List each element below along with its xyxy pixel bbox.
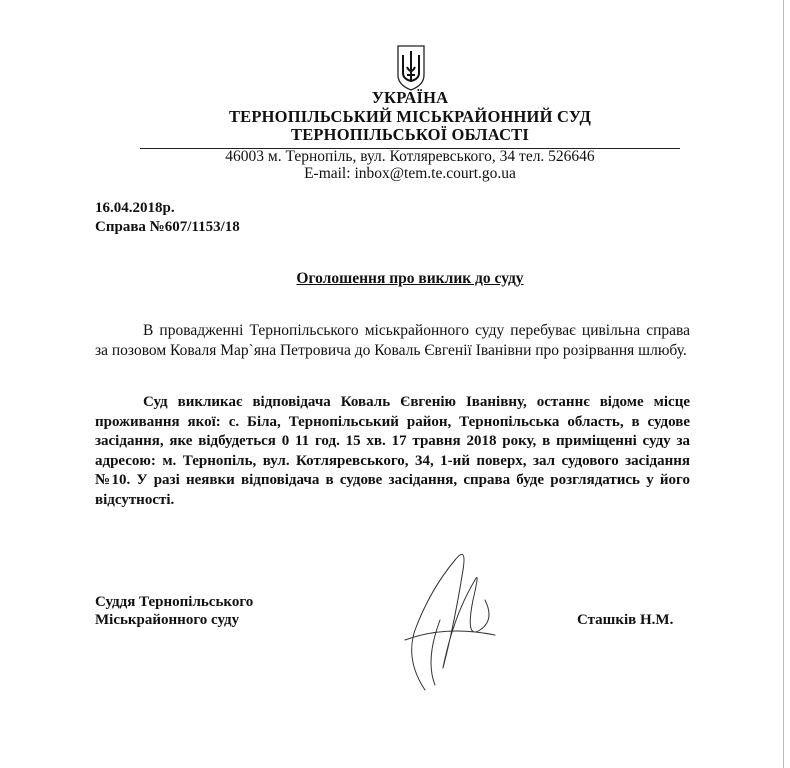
paragraph-summons: Суд викликає відповідача Коваль Євгенію Іванівну, останнє відоме місце проживання якої: с. Біла, Тернопільський район, Тернопільська область, в судове засідання, яке відбудеться 0 11 год. 15 хв. 17 травня 2018 року, в приміщенні суду за адресою: м. Тернопіль, вул. Котляревського, 34, 1-ий поверх, зал судового засідання №10. У разі неявки відповідача в судове засідання, справа буде розглядатись у його відсутності. [95, 394, 690, 508]
court-email-line [0, 165, 790, 183]
paragraph-case-info: В провадженні Тернопільського міськрайонного суду перебуває цивільна справа за позовом Коваля Мар`яна Петровича до Коваль Євгенії Іванівни про розірвання шлюбу. [95, 322, 690, 359]
judge-position-line2: Міськрайонного суду [95, 612, 240, 628]
judge-position-line1: Суддя Тернопільського [95, 594, 254, 610]
scan-edge [783, 0, 784, 768]
document-title: Оголошення про виклик до суду [296, 270, 524, 287]
case-number: Справа №607/1153/18 [95, 219, 240, 235]
court-address: 46003 м. Тернопіль, вул. Котляревського, 34 тел. 526646 [225, 148, 595, 165]
handwritten-signature [385, 540, 505, 700]
country-name: УКРАЇНА [371, 88, 449, 107]
court-region: ТЕРНОПІЛЬСЬКОЇ ОБЛАСТІ [290, 125, 530, 144]
email-label: E-mail: [304, 165, 355, 182]
judge-name: Сташків Н.М. [577, 612, 674, 628]
court-name: ТЕРНОПІЛЬСЬКИЙ МІСЬКРАЙОННИЙ СУД [228, 107, 592, 126]
document-date: 16.04.2018р. [95, 200, 175, 216]
coat-of-arms-trident-icon [397, 45, 425, 91]
email-link[interactable]: inbox@tem.te.court.go.ua [354, 165, 516, 182]
